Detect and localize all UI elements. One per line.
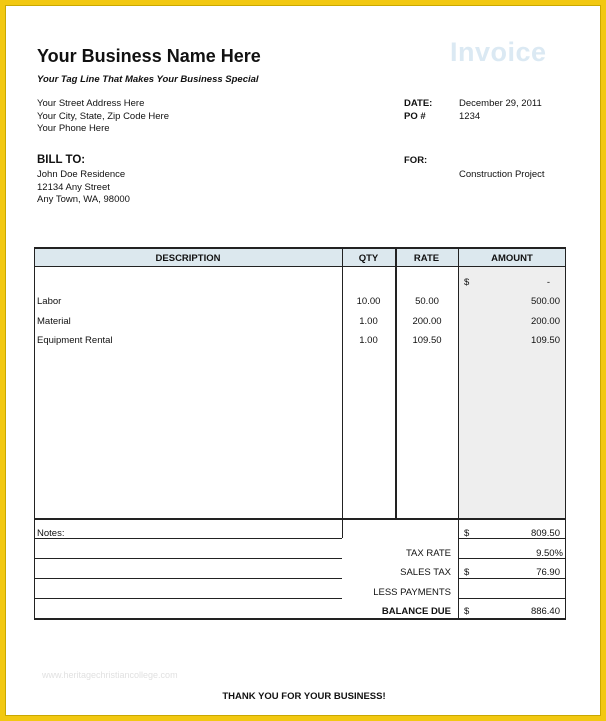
for-value: Construction Project <box>459 169 545 180</box>
totals-bottom-border <box>34 618 566 620</box>
item-description: Material <box>37 316 71 327</box>
business-tagline: Your Tag Line That Makes Your Business Special <box>37 74 259 85</box>
invoice-title: Invoice <box>450 37 547 67</box>
table-left-border <box>34 247 35 519</box>
address-city: Your City, State, Zip Code Here <box>37 110 170 122</box>
subtotal-value: 809.50 <box>530 528 560 539</box>
line-items-table <box>34 247 566 519</box>
item-amount: 200.00 <box>530 316 560 327</box>
item-qty: 10.00 <box>356 296 381 307</box>
balance-due-label: BALANCE DUE <box>381 606 451 617</box>
item-rate: 50.00 <box>415 296 439 307</box>
less-payments-label: LESS PAYMENTS <box>373 587 451 598</box>
bill-to-label: BILL TO: <box>37 154 86 166</box>
item-description: Labor <box>37 296 62 307</box>
item-rate: 200.00 <box>412 316 442 327</box>
header-qty: QTY <box>342 247 395 267</box>
rate-column-divider <box>395 247 397 519</box>
totals-top-border <box>34 518 566 520</box>
totals-right-border <box>565 518 566 618</box>
watermark-text: www.heritagechristiancollege.com <box>42 670 178 680</box>
tax-rate-label: TAX RATE <box>405 548 451 559</box>
sales-tax-label: SALES TAX <box>400 567 451 578</box>
qty-column-divider <box>342 247 343 519</box>
notes-right-border <box>342 518 343 538</box>
address-phone: Your Phone Here <box>37 123 110 134</box>
header-amount: AMOUNT <box>458 247 566 267</box>
notes-line-1 <box>34 538 342 539</box>
totals-section <box>34 518 566 618</box>
header-description: DESCRIPTION <box>34 247 342 267</box>
notes-left-border <box>34 518 35 618</box>
amount-column-divider <box>458 247 459 519</box>
subtotal-currency: $ <box>464 528 470 539</box>
bill-to-name: John Doe Residence <box>37 169 126 180</box>
notes-line-3 <box>34 578 342 579</box>
sales-tax-value: 76.90 <box>536 567 560 578</box>
item-qty: 1.00 <box>359 335 378 346</box>
po-value: 1234 <box>459 111 481 122</box>
item-rate: 109.50 <box>412 335 442 346</box>
address-street: Your Street Address Here <box>37 98 145 109</box>
item-amount: 109.50 <box>530 335 560 346</box>
balance-due-currency: $ <box>464 606 470 617</box>
business-name: Your Business Name Here <box>37 46 261 66</box>
payments-underline <box>458 598 566 599</box>
invoice-page <box>5 5 601 716</box>
first-row-amount: - <box>546 277 550 288</box>
for-label: FOR: <box>404 155 428 166</box>
first-row-currency: $ <box>464 277 470 288</box>
sales-tax-underline <box>458 578 566 579</box>
item-qty: 1.00 <box>359 316 378 327</box>
date-label: DATE: <box>404 98 433 109</box>
item-description: Equipment Rental <box>37 335 113 346</box>
table-right-border <box>565 247 566 519</box>
business-address <box>37 98 169 136</box>
item-amount: 500.00 <box>530 296 560 307</box>
totals-value-divider <box>458 518 459 618</box>
sales-tax-currency: $ <box>464 567 470 578</box>
balance-due-value: 886.40 <box>530 606 560 617</box>
notes-line-4 <box>34 598 342 599</box>
notes-line-2 <box>34 558 342 559</box>
header-rate: RATE <box>395 247 458 267</box>
bill-to-address <box>37 169 130 207</box>
tax-rate-value: 9.50% <box>536 548 563 559</box>
po-label: PO # <box>404 111 426 122</box>
date-value: December 29, 2011 <box>459 98 542 109</box>
bill-to-street: 12134 Any Street <box>37 181 110 193</box>
bill-to-city: Any Town, WA, 98000 <box>37 194 130 205</box>
thank-you-message: THANK YOU FOR YOUR BUSINESS! <box>222 691 386 702</box>
notes-label: Notes: <box>37 528 65 539</box>
